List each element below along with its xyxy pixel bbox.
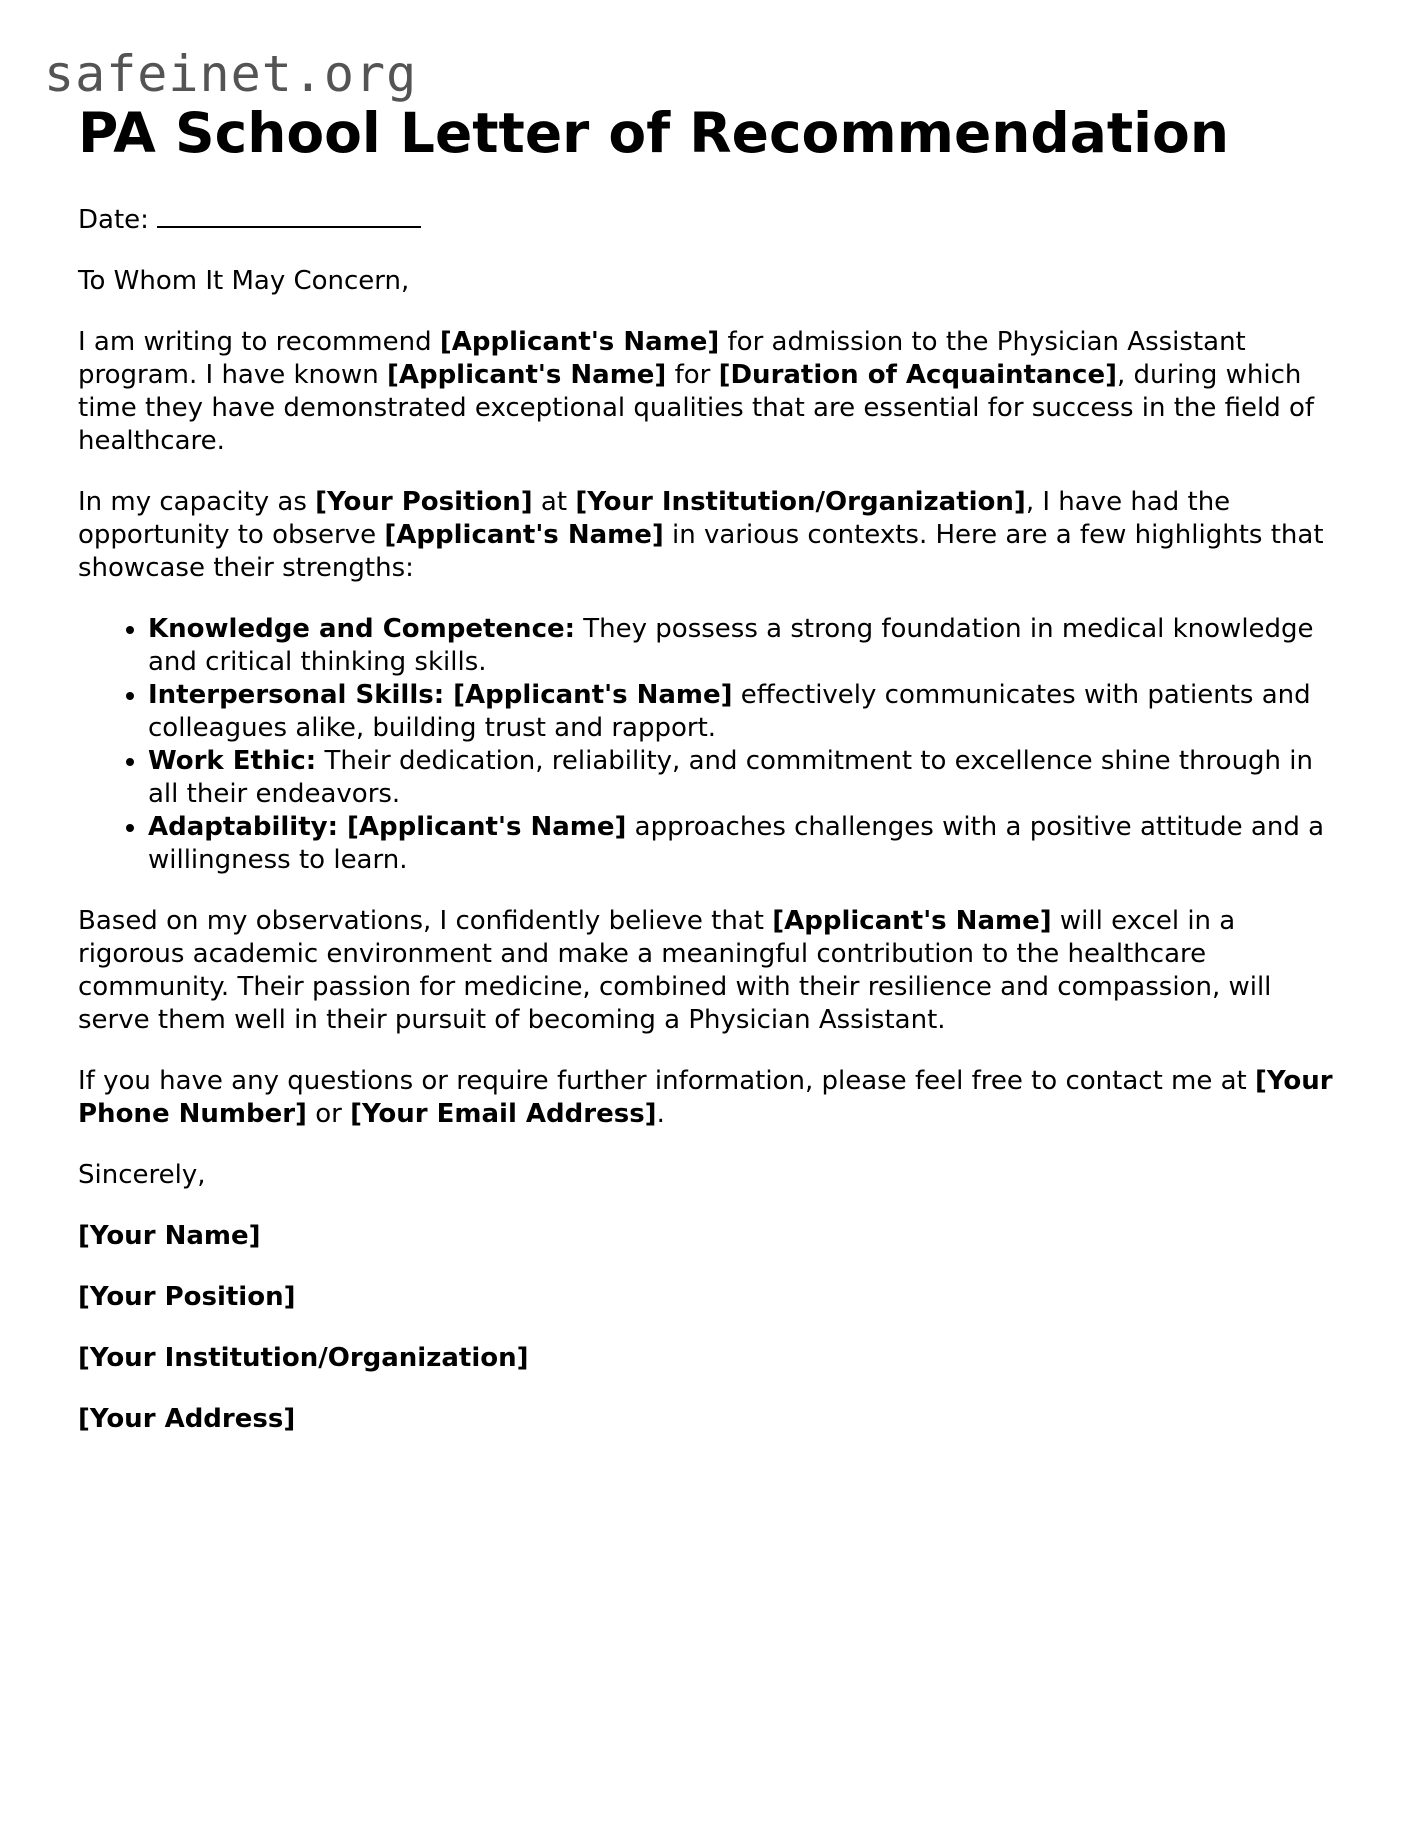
- closing: Sincerely,: [78, 1160, 206, 1190]
- signature-name: [Your Name]: [78, 1221, 261, 1251]
- applicant-name-placeholder: [Applicant's Name]: [772, 906, 1052, 936]
- position-placeholder: [Your Position]: [315, 487, 533, 517]
- letter-page: [78, 98, 1348, 1464]
- contact-paragraph: [78, 1065, 1348, 1131]
- list-item: [148, 811, 1348, 877]
- date-blank: [157, 204, 421, 228]
- highlights-list: [78, 613, 1348, 877]
- applicant-name-placeholder: [Applicant's Name]: [439, 327, 720, 357]
- highlight-text: They possess a strong foundation in medical knowledge and critical thinking skills.: [148, 614, 1314, 677]
- text: for: [666, 360, 719, 390]
- text: , during which time they have demonstrated exceptional qualities that are essential for success in the field of healthcare.: [78, 360, 1315, 456]
- signature-institution: [Your Institution/Organization]: [78, 1343, 529, 1373]
- watermark: safeinet.org: [44, 45, 418, 103]
- highlight-label: Adaptability: [Applicant's Name]: [148, 812, 627, 842]
- duration-placeholder: [Duration of Acquaintance]: [718, 360, 1117, 390]
- text: In my capacity as: [78, 487, 316, 517]
- text: .: [656, 1099, 665, 1129]
- text: or: [306, 1099, 351, 1129]
- date-line: [78, 204, 1348, 237]
- letter-body: [78, 204, 1348, 1436]
- institution-placeholder: [Your Institution/Organization]: [575, 487, 1026, 517]
- capacity-paragraph: [78, 486, 1348, 585]
- list-item: [148, 745, 1348, 811]
- date-label: Date:: [78, 205, 158, 235]
- list-item: [148, 613, 1348, 679]
- text: at: [532, 487, 576, 517]
- signature-position: [Your Position]: [78, 1282, 296, 1312]
- page-title: PA School Letter of Recommendation: [78, 101, 1229, 165]
- highlight-label: Interpersonal Skills: [Applicant's Name]: [148, 680, 733, 710]
- text: for admission to the Physician Assistant program. I have known: [78, 327, 1246, 390]
- applicant-name-placeholder: [Applicant's Name]: [386, 360, 667, 390]
- highlight-label: Work Ethic:: [148, 746, 317, 776]
- highlight-text: approaches challenges with a positive attitude and a willingness to learn.: [148, 812, 1325, 875]
- text: I am writing to recommend: [78, 327, 440, 357]
- signature-block: [78, 1220, 1348, 1436]
- text: If you have any questions or require further information, please feel free to contact me at: [78, 1066, 1256, 1096]
- text: Based on my observations, I confidently believe that: [78, 906, 773, 936]
- signature-address: [Your Address]: [78, 1404, 296, 1434]
- observations-paragraph: [78, 905, 1348, 1037]
- highlight-label: Knowledge and Competence:: [148, 614, 576, 644]
- highlight-text: Their dedication, reliability, and commitment to excellence shine through in all their endeavors.: [148, 746, 1314, 809]
- list-item: [148, 679, 1348, 745]
- text: , I have had the opportunity to observe: [78, 487, 1231, 550]
- text: will excel in a rigorous academic environment and make a meaningful contribution to the healthcare community. Their passion for medicine, combined with their resilience and compassion, will serve them well in their pursuit of becoming a Physician Assistant.: [78, 906, 1272, 1035]
- email-placeholder: [Your Email Address]: [350, 1099, 657, 1129]
- intro-paragraph: [78, 326, 1348, 458]
- text: in various contexts. Here are a few highlights that showcase their strengths:: [78, 520, 1324, 583]
- salutation: To Whom It May Concern,: [78, 266, 410, 296]
- highlight-text: effectively communicates with patients and colleagues alike, building trust and rapport.: [148, 680, 1311, 743]
- applicant-name-placeholder: [Applicant's Name]: [384, 520, 664, 550]
- phone-placeholder: [Your Phone Number]: [78, 1066, 1333, 1129]
